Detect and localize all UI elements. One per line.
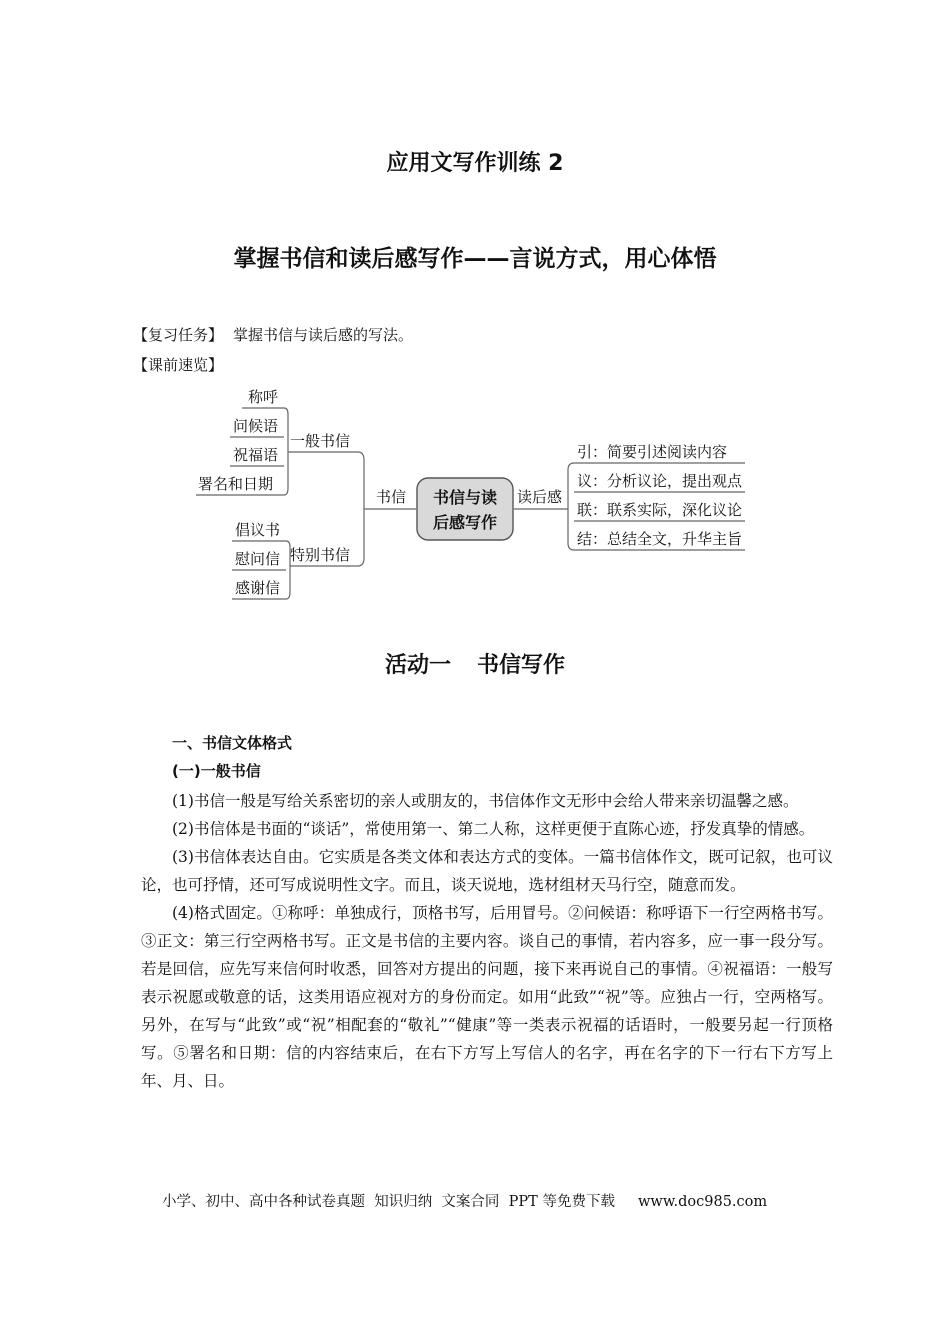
subsection-heading: (一)一般书信: [172, 762, 261, 780]
review-task-label: 【复习任务】: [133, 326, 224, 344]
mind-map: [190, 378, 760, 608]
mindmap-center-line2: 后感写作: [432, 513, 498, 532]
mindmap-item-proposal: 倡议书: [235, 521, 281, 539]
footer-note: 小学、初中、高中各种试卷真题 知识归纳 文案合同 PPT 等免费下载 www.doc985.com: [162, 1194, 768, 1210]
mindmap-item-signature: 署名和日期: [198, 475, 274, 493]
paragraph-2: (2)书信体是书面的“谈话”，常使用第一、第二人称，这样更便于直陈心迹，抒发真挚的情感。: [172, 820, 815, 838]
mindmap-reflection-item-discuss: 议：分析议论，提出观点: [577, 472, 743, 490]
page-title: 应用文写作训练 2: [386, 151, 564, 176]
mindmap-item-blessing: 祝福语: [233, 446, 279, 464]
mindmap-special-letter: 特别书信: [290, 546, 351, 564]
body-text: [141, 787, 833, 1095]
activity-heading: [0, 648, 950, 679]
page-subtitle: 掌握书信和读后感写作——言说方式，用心体悟: [233, 246, 717, 272]
mindmap-item-condolence: 慰问信: [235, 550, 281, 568]
mindmap-general-letter: 一般书信: [290, 432, 351, 450]
mindmap-reflection: 读后感: [517, 488, 563, 506]
review-task-text: 掌握书信与读后感的写法。: [233, 326, 414, 344]
mindmap-item-salutation: 称呼: [248, 388, 279, 406]
mindmap-reflection-item-conclude: 结：总结全文，升华主旨: [577, 530, 743, 548]
section-heading: 一、书信文体格式: [172, 734, 293, 752]
mindmap-reflection-item-quote: 引：简要引述阅读内容: [577, 443, 728, 461]
paragraph-1: (1)书信一般是写给关系密切的亲人或朋友的，书信体作文无形中会给人带来亲切温馨之感。: [172, 792, 799, 810]
paragraph-3: (3)书信体表达自由。它实质是各类文体和表达方式的变体。一篇书信体作文，既可记叙，也可议论，也可抒情，还可写成说明性文字。而且，谈天说地，选材组材天马行空，随意而发。: [141, 848, 833, 894]
review-task: [133, 324, 413, 345]
mindmap-letter: 书信: [376, 488, 407, 506]
mindmap-item-thanks: 感谢信: [235, 579, 281, 597]
preview-label: 【课前速览】: [133, 356, 224, 374]
mindmap-center-line1: 书信与读: [432, 488, 498, 507]
activity-title: 书信写作: [477, 653, 566, 678]
mindmap-reflection-item-connect: 联：联系实际，深化议论: [577, 501, 743, 519]
paragraph-4: (4)格式固定。①称呼：单独成行，顶格书写，后用冒号。②问候语：称呼语下一行空两格书写。③正文：第三行空两格书写。正文是书信的主要内容。谈自己的事情，若内容多，应一事一段分写。若是回信，应先写来信何时收悉，回答对方提出的问题，接下来再说自己的事情。④祝福语：一般写表示祝愿或敬意的话，这类用语应视对方的身份而定。如用“此致”“祝”等。应独占一行，空两格写。另外，在写与“此致”或“祝”相配套的“敬礼”“健康”等一类表示祝福的话语时，一般要另起一行顶格写。⑤署名和日期：信的内容结束后，在右下方写上写信人的名字，再在名字的下一行右下方写上年、月、日。: [141, 904, 833, 1090]
mindmap-item-greeting: 问候语: [233, 417, 279, 435]
activity-number: 活动一: [384, 653, 451, 678]
